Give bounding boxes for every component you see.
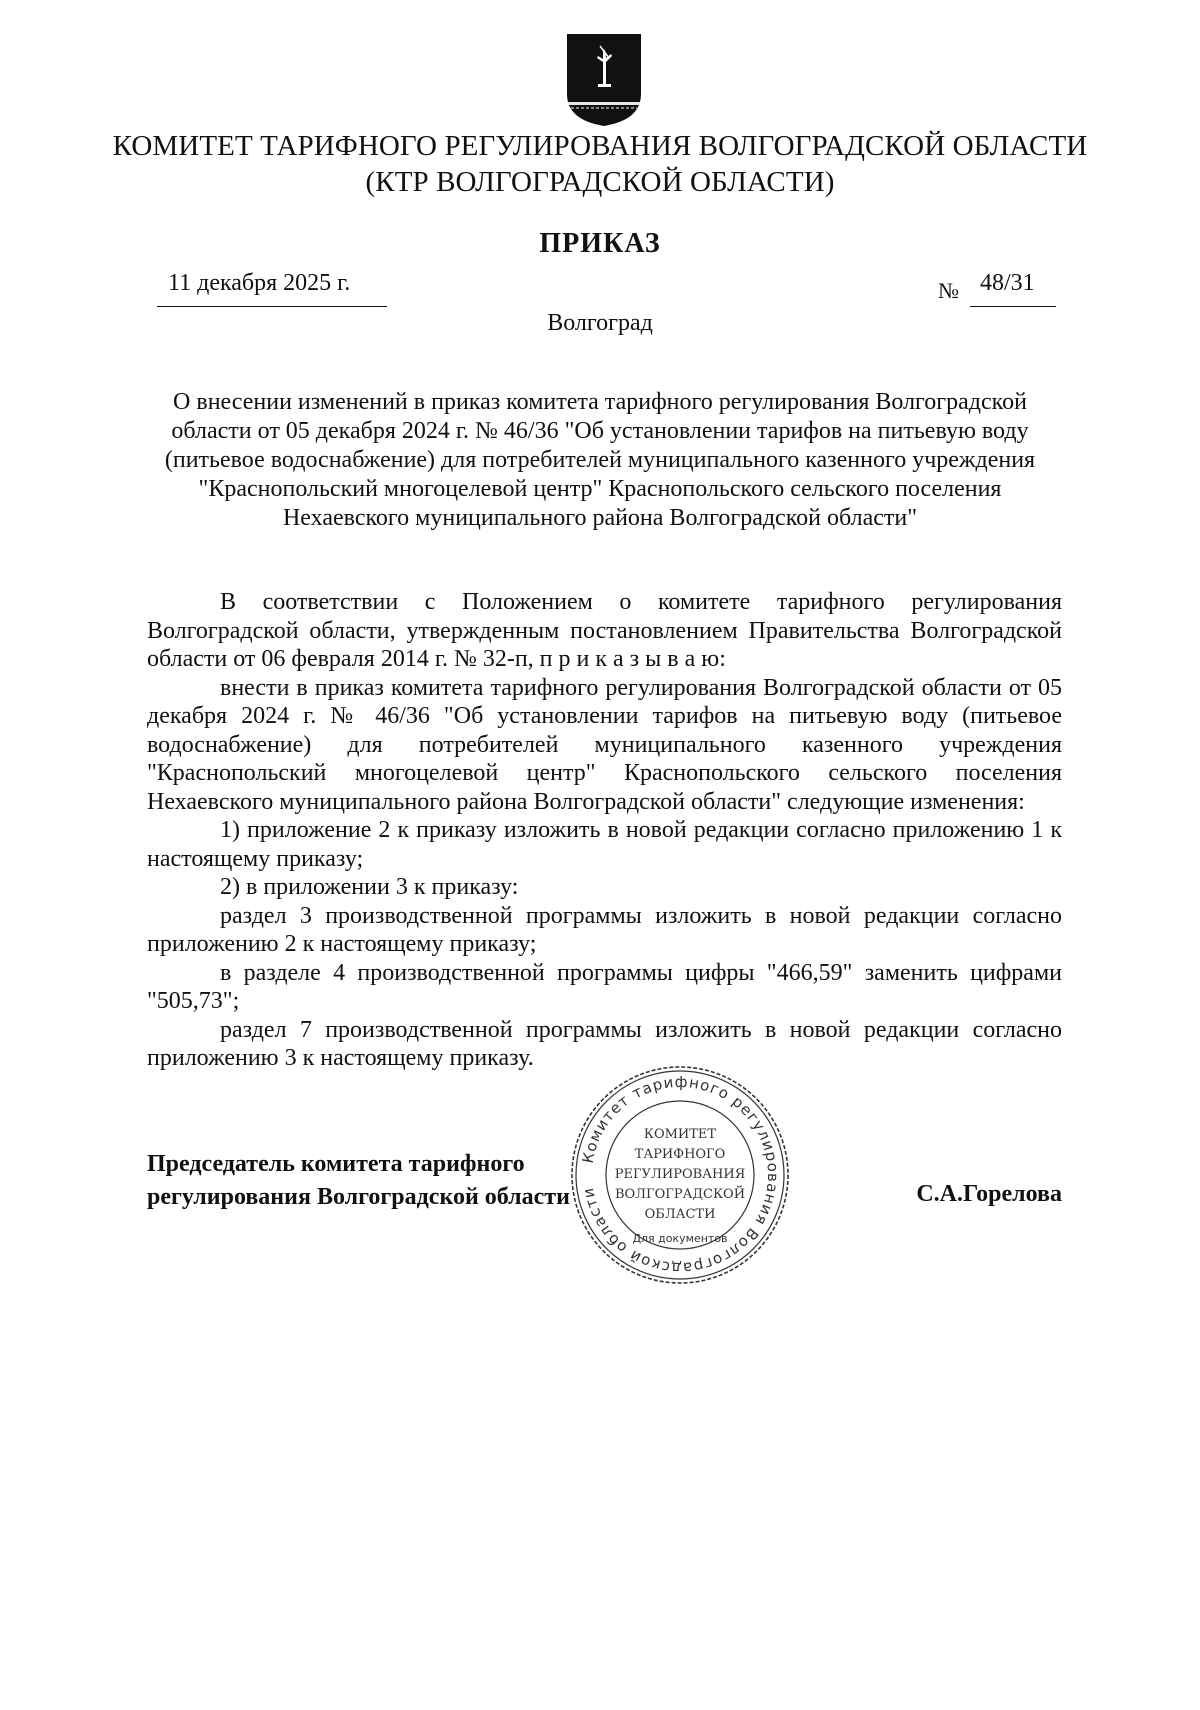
signer-name: С.А.Горелова: [916, 1181, 1062, 1207]
svg-text:Для документов: Для документов: [632, 1232, 728, 1245]
official-seal: [567, 1062, 793, 1288]
order-number: 48/31: [980, 270, 1035, 296]
svg-text:ВОЛГОГРАДСКОЙ: ВОЛГОГРАДСКОЙ: [614, 1187, 746, 1202]
body-paragraph: В соответствии с Положением о комитете тарифного регулирования Волгоградской области, утвержденным постановлением Правительства Волгоградской области от 06 февраля 2014 г. № 32-п, п р и к а з ы в а ю:: [147, 589, 1062, 672]
order-title: [0, 388, 1200, 533]
svg-text:ОБЛАСТИ: ОБЛАСТИ: [644, 1207, 716, 1222]
signer-position: [147, 1148, 570, 1214]
title-line: области от 05 декабря 2024 г. № 46/36 "Об установлении тарифов на питьевую воду: [171, 418, 1029, 444]
title-line: "Краснопольский многоцелевой центр" Краснопольского сельского поселения: [198, 476, 1002, 502]
document-type: ПРИКАЗ: [539, 228, 661, 259]
svg-text:ТАРИФНОГО: ТАРИФНОГО: [634, 1147, 726, 1162]
svg-text:РЕГУЛИРОВАНИЯ: РЕГУЛИРОВАНИЯ: [614, 1167, 746, 1182]
body-paragraph: внести в приказ комитета тарифного регулирования Волгоградской области от 05 декабря 2024 г. № 46/36 "Об установлении тарифов на питьевую воду (питьевое водоснабжение) для потребителей муниципального казенного учреждения "Краснопольский многоцелевой центр" Краснопольского сельского поселения Нехаевского муниципального района Волгоградской области" следующие изменения:: [147, 674, 1062, 815]
title-line: О внесении изменений в приказ комитета тарифного регулирования Волгоградской: [173, 389, 1027, 415]
order-body: [147, 588, 1062, 1073]
svg-text:КОМИТЕТ: КОМИТЕТ: [643, 1127, 717, 1142]
body-paragraph: 1) приложение 2 к приказу изложить в новой редакции согласно приложению 1 к настоящему приказу;: [147, 817, 1062, 872]
number-sign: №: [938, 278, 959, 303]
body-paragraph: в разделе 4 производственной программы цифры "466,59" заменить цифрами "505,73";: [147, 959, 1062, 1014]
number-underline: [970, 306, 1056, 307]
body-paragraph: 2) в приложении 3 к приказу:: [220, 874, 519, 900]
svg-text:Комитет тарифного регулировани: Комитет тарифного регулирования Волгоградской области: [578, 1072, 783, 1278]
signer-position-line: Председатель комитета тарифного: [147, 1151, 525, 1177]
order-date: 11 декабря 2025 г.: [168, 270, 351, 296]
coat-of-arms-emblem: [565, 32, 643, 128]
title-line: (питьевое водоснабжение) для потребителей муниципального казенного учреждения: [164, 447, 1036, 473]
committee-name: КОМИТЕТ ТАРИФНОГО РЕГУЛИРОВАНИЯ ВОЛГОГРАДСКОЙ ОБЛАСТИ: [112, 130, 1088, 162]
body-paragraph: раздел 7 производственной программы изложить в новой редакции согласно приложению 3 к настоящему приказу.: [147, 1016, 1062, 1071]
body-paragraph: раздел 3 производственной программы изложить в новой редакции согласно приложению 2 к настоящему приказу;: [147, 902, 1062, 957]
city: Волгоград: [547, 310, 653, 336]
signer-position-line: регулирования Волгоградской области: [147, 1184, 570, 1210]
committee-abbreviation: (КТР ВОЛГОГРАДСКОЙ ОБЛАСТИ): [365, 166, 835, 198]
date-underline: [157, 306, 387, 307]
title-line: Нехаевского муниципального района Волгоградской области": [282, 505, 918, 531]
